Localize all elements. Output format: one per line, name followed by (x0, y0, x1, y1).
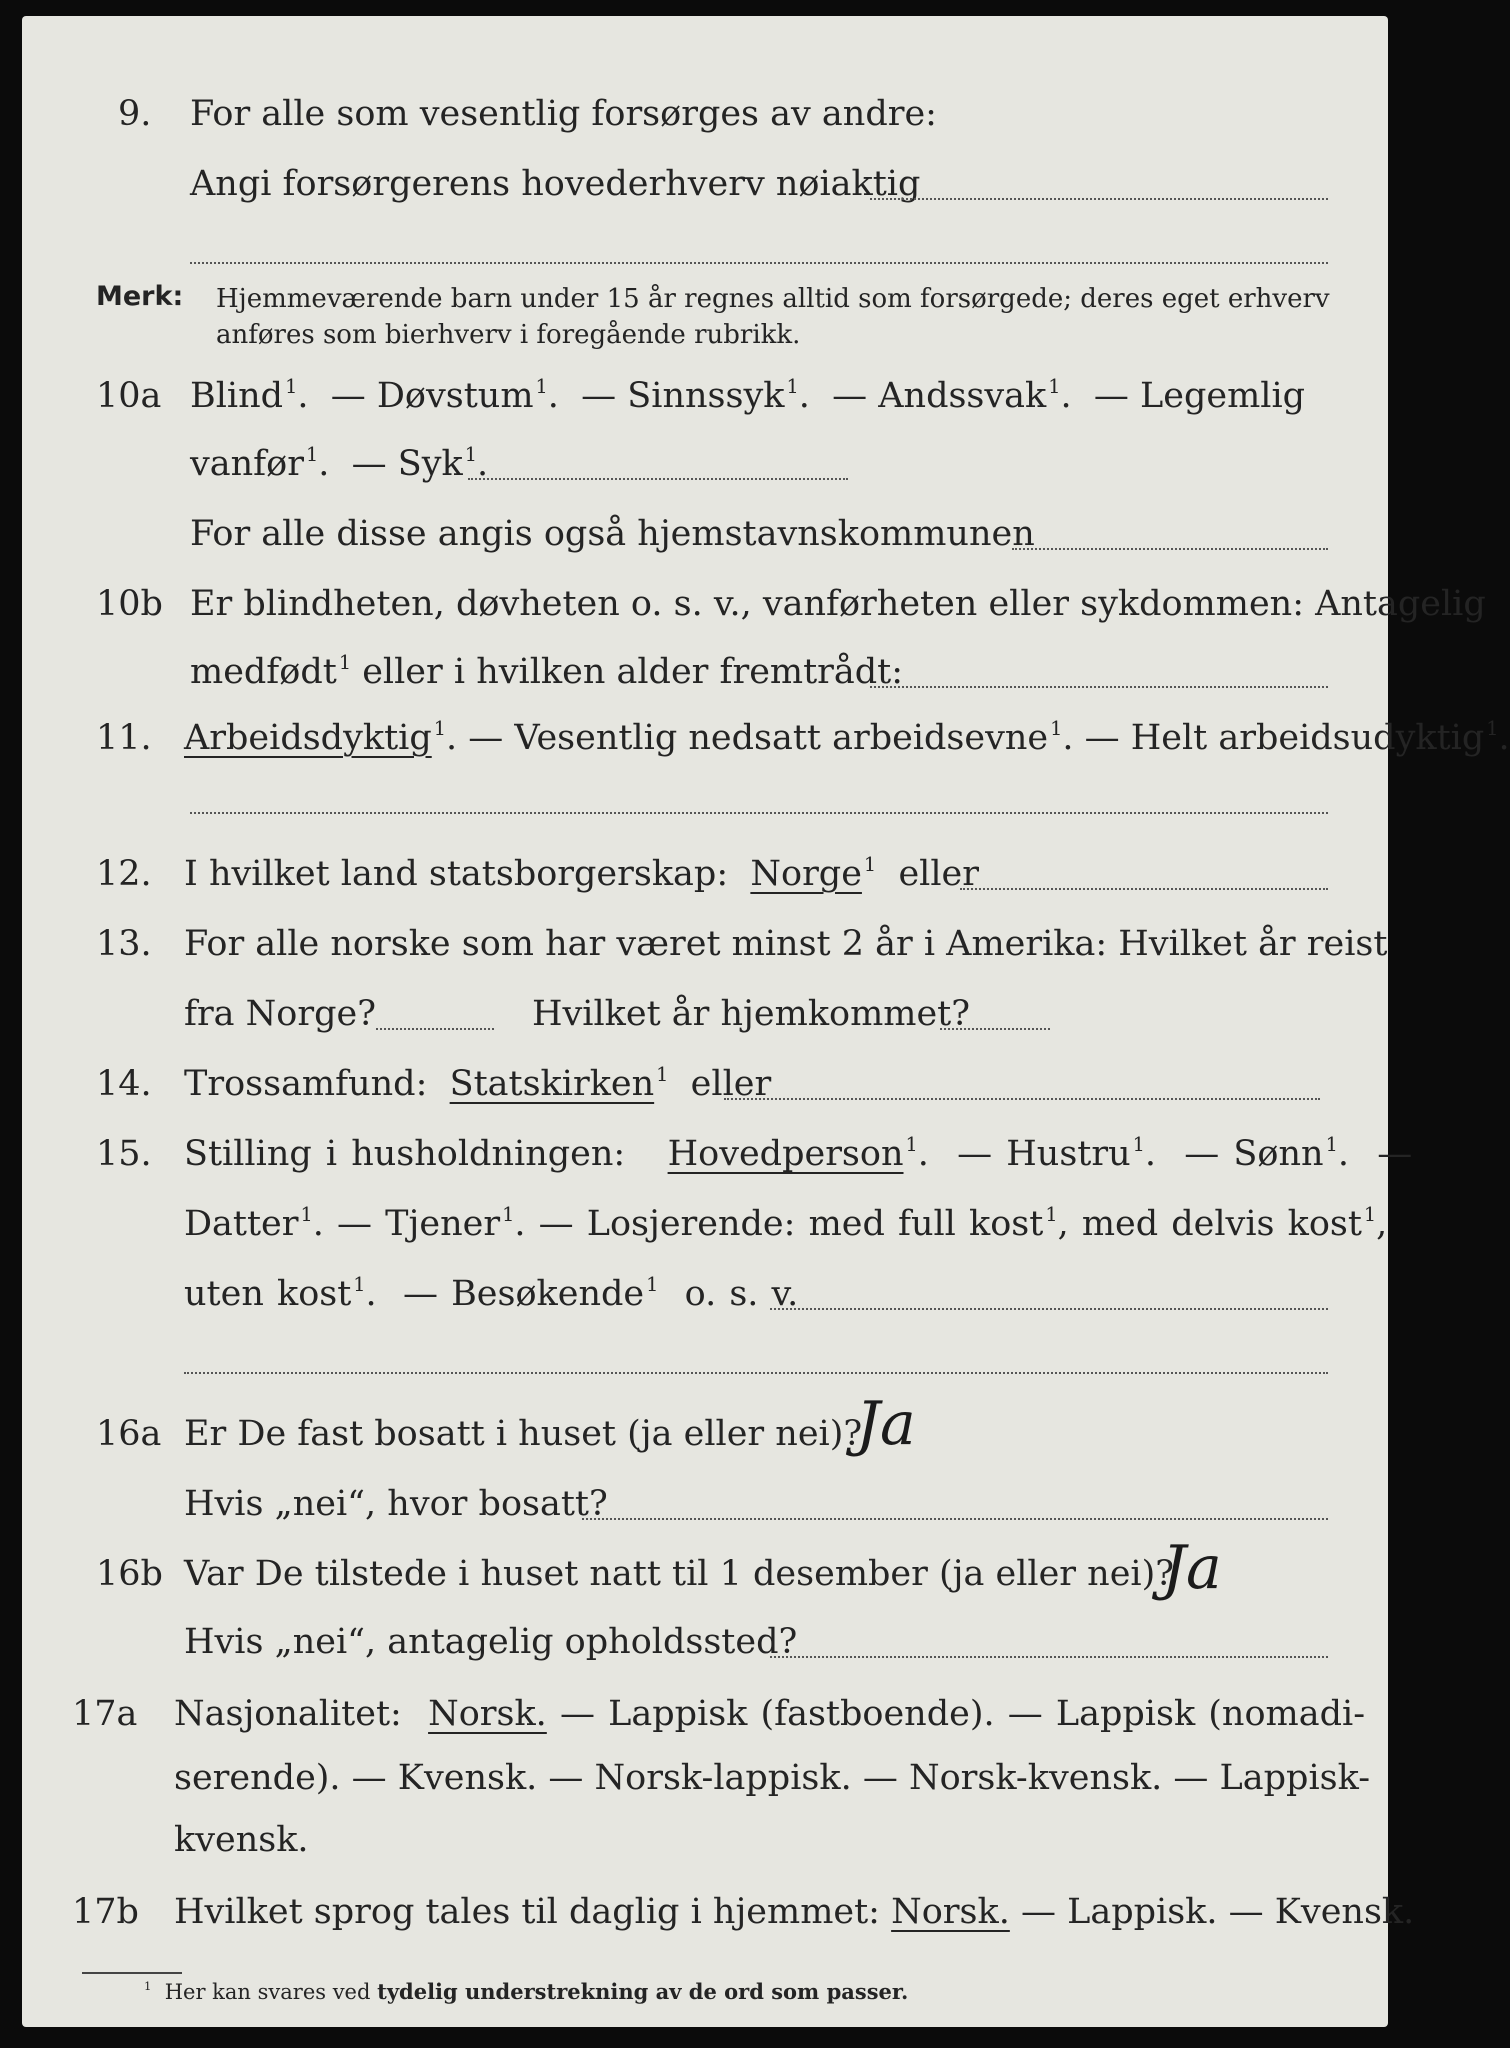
q10b-number: 10b (96, 584, 163, 624)
footnote: $^1$ Her kan svares ved tydelig understrekning av de ord som passer. (144, 1979, 909, 2004)
q15-line3: uten kost $^1$. — Besøkende $^1$ o. s. v. (184, 1272, 799, 1314)
q15-answer-line[interactable] (770, 1308, 1328, 1310)
q17a-line1: Nasjonalitet: Norsk. — Lappisk (fastboende). — Lappisk (nomadi- (174, 1694, 1366, 1734)
q14-number: 14. (96, 1064, 152, 1104)
q15-line1: Stilling i husholdningen: Hovedperson $^1$. — Hustru $^1$. — Sønn $^1$. — (184, 1132, 1413, 1174)
merk-line1: Hjemmeværende barn under 15 år regnes alltid som forsørgede; deres eget erhverv (216, 284, 1330, 314)
option-vesentlig-nedsatt[interactable]: — Vesentlig nedsatt arbeidsevne (468, 718, 1049, 758)
q17a-line2: serende). — Kvensk. — Norsk-lappisk. — Norsk-kvensk. — Lappisk- (174, 1758, 1371, 1798)
q13-number: 13. (96, 924, 152, 964)
q12-line: I hvilket land statsborgerskap: Norge $^1$ eller (184, 852, 979, 894)
option-dovstum[interactable]: — Døvstum $^1$. (330, 374, 559, 416)
q16a-handwritten-answer[interactable]: Ja (856, 1389, 916, 1459)
q9-answer-line-2[interactable] (190, 262, 1328, 264)
q10a-line3: For alle disse angis også hjemstavnskommunen (190, 514, 1035, 554)
option-medfodt[interactable]: medfødt (190, 652, 337, 692)
q12-number: 12. (96, 854, 152, 894)
q15-line2: Datter $^1$. — Tjener $^1$. — Losjerende: med full kost $^1$, med delvis kost $^1$, (184, 1202, 1388, 1244)
q14-answer-line[interactable] (724, 1098, 1320, 1100)
q17a-number: 17a (72, 1694, 138, 1734)
q17a-line3: kvensk. (174, 1820, 309, 1860)
q11-line: Arbeidsdyktig $^1$. — Vesentlig nedsatt arbeidsevne $^1$. — Helt arbeidsudyktig $^1$. (184, 716, 1510, 758)
q10b-answer-line[interactable] (870, 686, 1328, 688)
q16a-answer-line[interactable] (582, 1518, 1328, 1520)
option-tjener[interactable]: — Tjener (337, 1204, 501, 1244)
option-datter[interactable]: Datter (184, 1204, 299, 1244)
option-norsk[interactable]: Norsk. (428, 1694, 547, 1734)
q9-line2: Angi forsørgerens hovederhverv nøiaktig (190, 164, 921, 204)
q16b-answer-line[interactable] (770, 1656, 1328, 1658)
q9-line1: For alle som vesentlig forsørges av andre: (190, 94, 937, 134)
option-statskirken[interactable]: Statskirken (449, 1064, 655, 1104)
q10a-number: 10a (96, 376, 162, 416)
q17b-line: Hvilket sprog tales til daglig i hjemmet: Norsk. — Lappisk. — Kvensk. (174, 1892, 1415, 1932)
option-andssvak[interactable]: — Andssvak $^1$. (832, 374, 1072, 416)
footnote-rule (82, 1972, 182, 1974)
option-legemlig[interactable]: — Legemlig (1093, 376, 1306, 416)
option-hustru[interactable]: — Hustru (957, 1134, 1131, 1174)
q10a-line2 (190, 442, 488, 486)
census-form-page (22, 16, 1510, 2027)
q13-line1: For alle norske som har været minst 2 år i Amerika: Hvilket år reist (184, 924, 1388, 964)
merk-line2: anføres som bierhverv i foregående rubrikk. (216, 320, 801, 350)
option-sprog-norsk[interactable]: Norsk. (891, 1892, 1010, 1932)
option-arbeidsdyktig[interactable]: Arbeidsdyktig (184, 718, 432, 758)
option-norge[interactable]: Norge (750, 854, 862, 894)
q12-answer-line[interactable] (960, 888, 1328, 890)
q16b-line1: Var De tilstede i huset natt til 1 desember (ja eller nei)? (184, 1554, 1175, 1594)
option-sonn[interactable]: — Sønn (1184, 1134, 1324, 1174)
q10b-line2: medfødt $^1$ eller i hvilken alder fremtrådt: (190, 650, 904, 692)
q15-answer-line-2[interactable] (184, 1372, 1328, 1374)
option-sinnssyk[interactable]: — Sinnssyk $^1$. (581, 374, 810, 416)
q16b-line2: Hvis „nei“, antagelig opholdssted? (184, 1622, 798, 1662)
merk-label: Merk: (96, 281, 184, 312)
q9-answer-line[interactable] (870, 198, 1328, 200)
q9-number: 9. (118, 94, 152, 134)
q11-answer-line[interactable] (190, 812, 1328, 814)
option-helt-arbeidsudyktig[interactable]: — Helt arbeidsudyktig (1084, 718, 1485, 758)
q16a-line1: Er De fast bosatt i huset (ja eller nei)? (184, 1414, 863, 1454)
q16a-number: 16a (96, 1414, 162, 1454)
q10a-line1 (190, 374, 1305, 418)
option-delvis-kost[interactable]: , med delvis kost (1057, 1204, 1362, 1244)
q10a-syk-line[interactable] (468, 478, 848, 480)
q13-reist-line[interactable] (376, 1028, 494, 1030)
option-syk[interactable]: — Syk $^1$. (351, 442, 489, 484)
q11-number: 11. (96, 718, 152, 758)
option-full-kost[interactable]: — Losjerende: med full kost (538, 1204, 1044, 1244)
q16a-line2: Hvis „nei“, hvor bosatt? (184, 1484, 608, 1524)
option-hovedperson[interactable]: Hovedperson (667, 1134, 904, 1174)
option-blind[interactable]: Blind $^1$. (190, 374, 309, 416)
q13-hjemkommet: Hvilket år hjemkommet? (532, 994, 971, 1034)
option-besokende[interactable]: — Besøkende (402, 1274, 645, 1314)
q13-fra-norge: fra Norge? (184, 994, 376, 1034)
q16b-number: 16b (96, 1554, 163, 1594)
option-uten-kost[interactable]: uten kost (184, 1274, 352, 1314)
q10a-hjemstavn-line[interactable] (1012, 548, 1328, 550)
q15-number: 15. (96, 1134, 152, 1174)
q17b-number: 17b (72, 1892, 139, 1932)
q13-hjemkommet-line[interactable] (940, 1028, 1050, 1030)
q10b-line1: Er blindheten, døvheten o. s. v., vanførheten eller sykdommen: Antagelig (190, 584, 1486, 624)
q14-line: Trossamfund: Statskirken $^1$ eller (184, 1062, 772, 1104)
option-vanfor[interactable]: vanfør $^1$. (190, 442, 330, 484)
q16b-handwritten-answer[interactable]: Ja (1162, 1533, 1222, 1603)
